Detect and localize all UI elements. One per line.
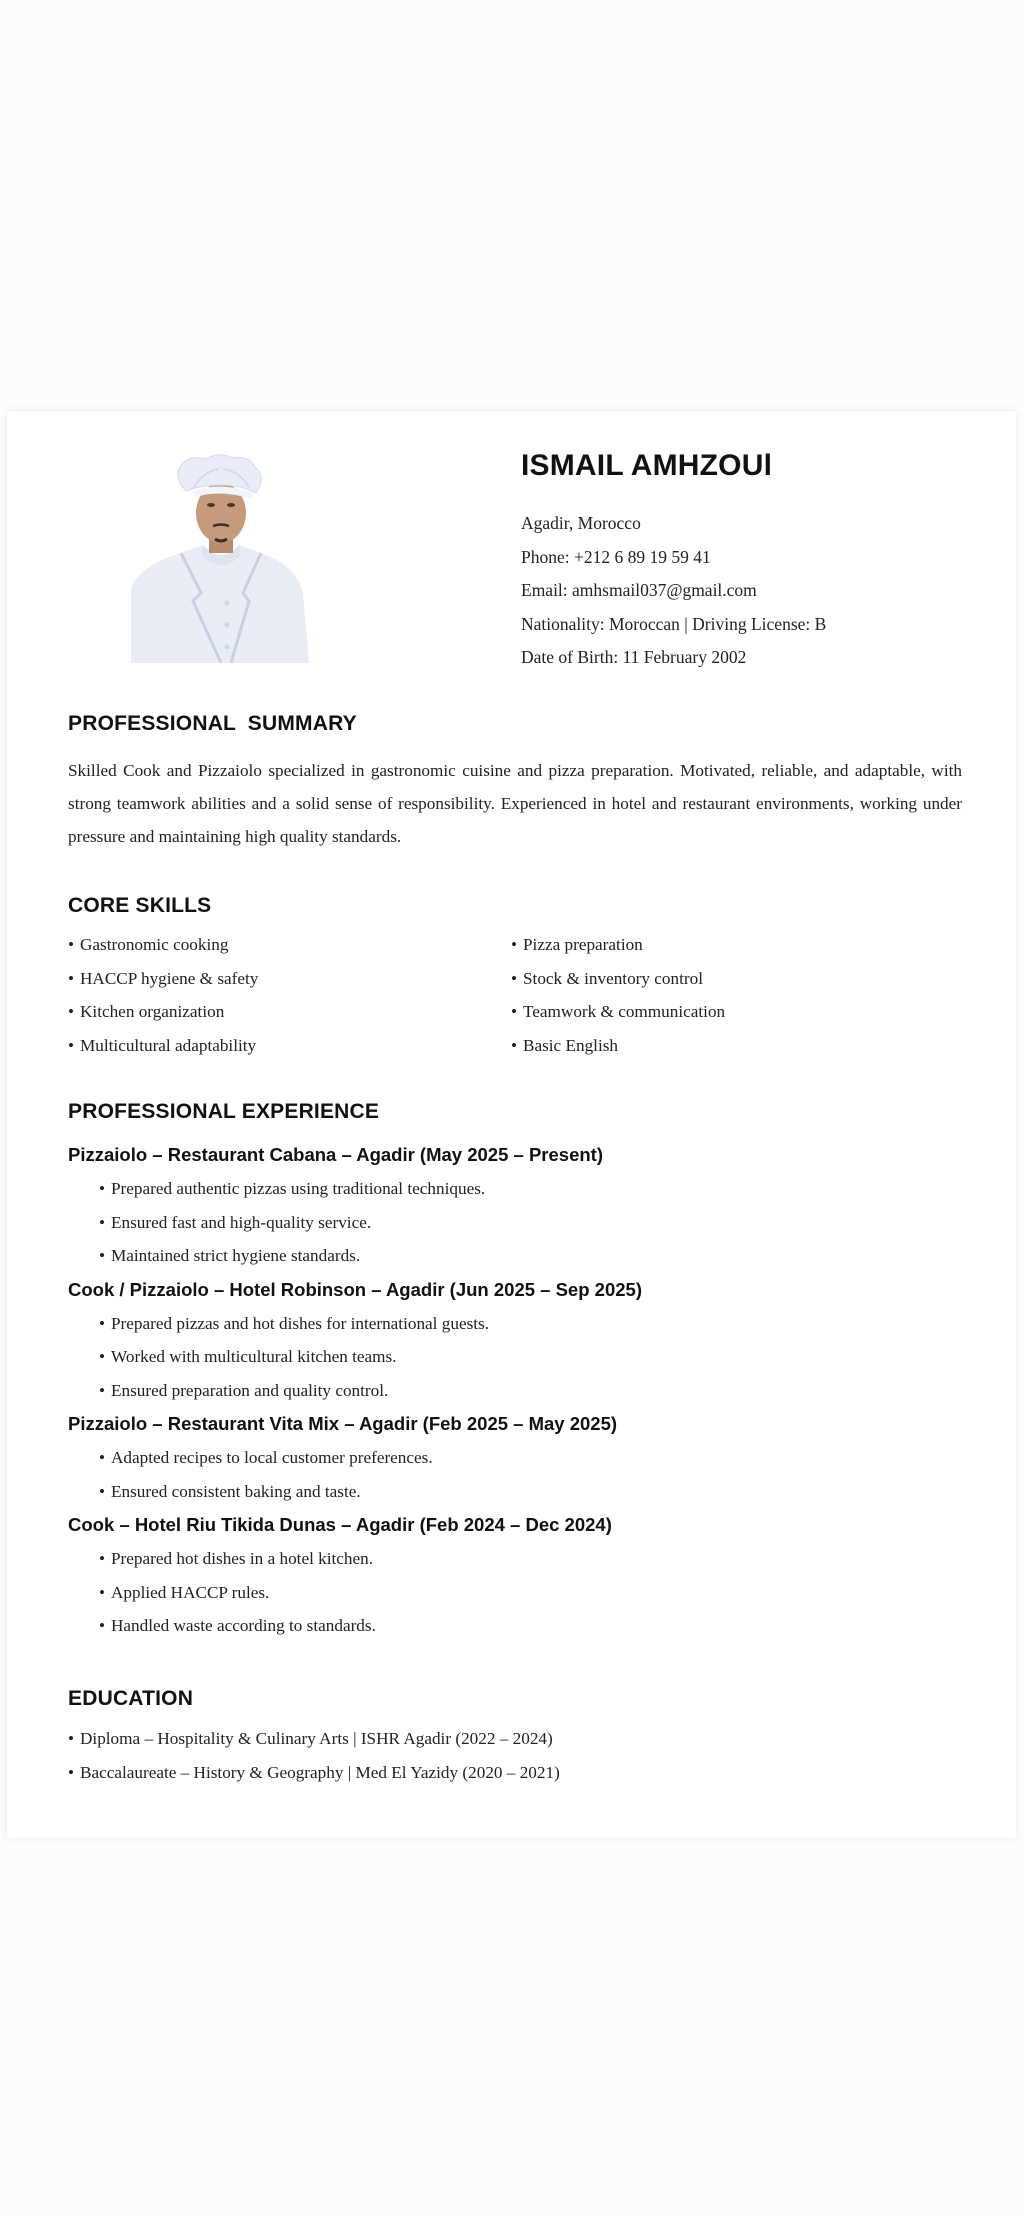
candidate-name: ISMAIL AMHZOUl [521, 449, 773, 482]
job-duty [68, 1374, 968, 1408]
duty-text: Adapted recipes to local customer preferences. [111, 1448, 433, 1467]
bullet-icon: • [99, 1448, 106, 1467]
job-duty [68, 1576, 968, 1610]
duty-text: Ensured fast and high-quality service. [111, 1212, 372, 1232]
experience-list [68, 1138, 968, 1643]
core-skills-list [68, 928, 962, 1062]
bullet-icon: • [511, 968, 518, 988]
skill-label: Multicultural adaptability [80, 1035, 257, 1055]
bullet-icon: • [99, 1179, 106, 1198]
bullet-icon: • [99, 1549, 106, 1568]
resume-page [7, 411, 1016, 1838]
bullet-icon: • [99, 1481, 106, 1501]
skill-item [68, 928, 511, 962]
duty-text: Worked with multicultural kitchen teams. [111, 1347, 397, 1366]
skill-label: Basic English [523, 1035, 619, 1055]
education-list [68, 1722, 968, 1789]
bullet-icon: • [99, 1616, 106, 1635]
skill-item [511, 962, 962, 996]
job-duty [68, 1542, 968, 1576]
bullet-icon: • [99, 1313, 106, 1333]
job-duty [68, 1172, 968, 1206]
experience-heading: PROFESSIONAL EXPERIENCE [68, 1100, 380, 1123]
skill-item [511, 995, 962, 1029]
job-title: Pizzaiolo – Restaurant Cabana – Agadir (May 2025 – Present) [68, 1144, 603, 1165]
duty-text: Prepared pizzas and hot dishes for international guests. [111, 1313, 490, 1333]
duty-text: Maintained strict hygiene standards. [111, 1246, 361, 1265]
job-entry [68, 1273, 968, 1408]
summary-heading: PROFESSIONAL SUMMARY [68, 712, 357, 735]
bullet-icon: • [99, 1246, 106, 1265]
duty-text: Ensured consistent baking and taste. [111, 1481, 361, 1501]
bullet-icon: • [511, 1002, 518, 1021]
skill-item [511, 1029, 962, 1063]
bullet-icon: • [99, 1212, 106, 1232]
date-of-birth-text: Date of Birth: 11 February 2002 [521, 647, 747, 668]
job-entry [68, 1407, 968, 1508]
skill-item [68, 1029, 511, 1063]
job-duty [68, 1475, 968, 1509]
bullet-icon: • [68, 1002, 75, 1021]
bullet-icon: • [511, 935, 518, 954]
education-text: Baccalaureate – History & Geography | Med El Yazidy (2020 – 2021) [80, 1762, 560, 1782]
skill-label: HACCP hygiene & safety [80, 968, 259, 988]
education-item [68, 1722, 968, 1756]
duty-text: Applied HACCP rules. [111, 1582, 270, 1602]
education-heading: EDUCATION [68, 1687, 194, 1710]
skill-label: Pizza preparation [523, 935, 643, 954]
bullet-icon: • [68, 1729, 75, 1748]
core-skills-heading: CORE SKILLS [68, 894, 212, 917]
job-entry [68, 1138, 968, 1273]
job-title: Cook – Hotel Riu Tikida Dunas – Agadir (Feb 2024 – Dec 2024) [68, 1514, 612, 1535]
bullet-icon: • [68, 968, 75, 988]
education-item [68, 1756, 968, 1790]
job-duty [68, 1609, 968, 1643]
job-duty [68, 1441, 968, 1475]
bullet-icon: • [511, 1035, 518, 1055]
job-duty [68, 1239, 968, 1273]
education-text: Diploma – Hospitality & Culinary Arts | ISHR Agadir (2022 – 2024) [80, 1729, 553, 1748]
job-duty [68, 1340, 968, 1374]
job-duty [68, 1206, 968, 1240]
location-text: Agadir, Morocco [521, 513, 641, 533]
skill-label: Stock & inventory control [523, 968, 703, 988]
bullet-icon: • [68, 1762, 75, 1782]
job-title: Pizzaiolo – Restaurant Vita Mix – Agadir (Feb 2025 – May 2025) [68, 1413, 618, 1434]
profile-photo [131, 453, 311, 663]
skill-item [68, 995, 511, 1029]
bullet-icon: • [68, 1035, 75, 1055]
job-entry [68, 1508, 968, 1643]
duty-text: Handled waste according to standards. [111, 1616, 376, 1635]
skill-item [511, 928, 962, 962]
duty-text: Ensured preparation and quality control. [111, 1380, 389, 1400]
bullet-icon: • [99, 1582, 106, 1602]
duty-text: Prepared hot dishes in a hotel kitchen. [111, 1549, 374, 1568]
summary-text: Skilled Cook and Pizzaiolo specialized in gastronomic cuisine and pizza preparation. Motivated, reliable, and adaptable, with strong teamwork abilities and a solid sense of responsibility. Experienced in hotel and restaurant environments, working under pressure and maintaining high quality standards. [68, 761, 962, 846]
job-title: Cook / Pizzaiolo – Hotel Robinson – Agadir (Jun 2025 – Sep 2025) [68, 1278, 642, 1300]
nationality-license-text: Nationality: Moroccan | Driving License: B [521, 613, 827, 634]
phone-text: Phone: +212 6 89 19 59 41 [521, 546, 711, 567]
job-duty [68, 1307, 968, 1341]
bullet-icon: • [68, 935, 75, 954]
bullet-icon: • [99, 1380, 106, 1400]
skill-label: Gastronomic cooking [80, 935, 229, 954]
skill-item [68, 962, 511, 996]
skill-label: Teamwork & communication [523, 1002, 726, 1021]
bullet-icon: • [99, 1347, 106, 1366]
skill-label: Kitchen organization [80, 1002, 225, 1021]
duty-text: Prepared authentic pizzas using traditional techniques. [111, 1179, 486, 1198]
header-contact-block [521, 449, 826, 675]
email-text: Email: amhsmail037@gmail.com [521, 580, 757, 601]
